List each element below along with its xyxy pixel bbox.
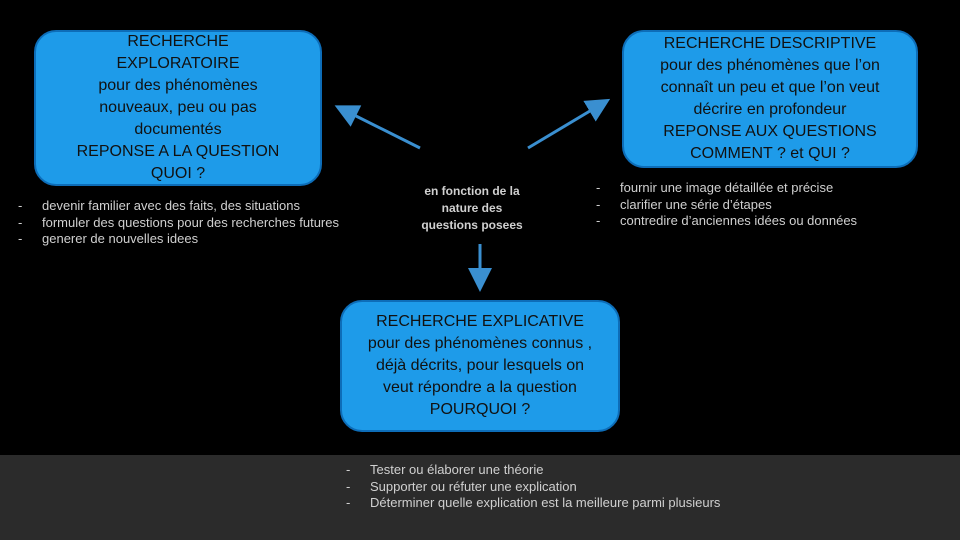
exploratory-line: EXPLORATOIRE	[116, 55, 240, 72]
criteria-note	[402, 183, 542, 234]
arrow-to-exploratory	[340, 108, 420, 148]
dash-marker: -	[596, 213, 601, 228]
exploratory-line: QUOI ?	[150, 165, 206, 182]
list-item	[18, 198, 339, 215]
list-item-text: Supporter ou réfuter une explication	[370, 478, 577, 494]
descriptive-line: REPONSE AUX QUESTIONS	[663, 123, 877, 140]
list-item	[346, 479, 720, 496]
explicative-line: POURQUOI ?	[429, 401, 531, 418]
list-item	[596, 197, 857, 214]
descriptive-line: pour des phénomènes que l’on	[660, 57, 880, 74]
dash-marker: -	[18, 214, 23, 230]
exploratory-line: RECHERCHE	[127, 33, 229, 50]
arrow-to-descriptive	[528, 102, 605, 148]
list-item-text: devenir familier avec des faits, des situations	[42, 198, 300, 213]
dash-marker: -	[346, 495, 351, 510]
descriptive-line: RECHERCHE DESCRIPTIVE	[663, 35, 877, 52]
list-item	[18, 215, 339, 232]
list-item	[18, 231, 339, 248]
dash-marker: -	[346, 478, 351, 494]
dash-marker: -	[346, 462, 351, 477]
explicative-line: déjà décrits, pour lesquels on	[375, 357, 585, 374]
explicative-goals-list	[346, 462, 720, 512]
list-item	[346, 462, 720, 479]
criteria-note-line: nature des	[441, 201, 503, 215]
descriptive-line: COMMENT ? et QUI ?	[690, 145, 850, 162]
descriptive-research-box	[622, 30, 918, 168]
dash-marker: -	[596, 196, 601, 212]
explicative-line: veut répondre a la question	[383, 379, 577, 396]
list-item-text: fournir une image détaillée et précise	[620, 180, 834, 195]
list-item-text: Tester ou élaborer une théorie	[370, 462, 544, 477]
list-item-text: Déterminer quelle explication est la meilleure parmi plusieurs	[370, 495, 721, 510]
list-item	[596, 180, 857, 197]
exploratory-line: documentés	[134, 121, 222, 138]
descriptive-line: décrire en profondeur	[693, 101, 847, 118]
exploratory-line: nouveaux, peu ou pas	[99, 99, 257, 116]
dash-marker: -	[596, 180, 601, 195]
descriptive-goals-list	[596, 180, 857, 230]
descriptive-line: connaît un peu et que l’on veut	[660, 79, 880, 96]
list-item	[346, 495, 720, 512]
list-item-text: contredire d’anciennes idées ou données	[620, 213, 858, 228]
list-item-text: clarifier une série d’étapes	[620, 196, 772, 212]
dash-marker: -	[18, 231, 23, 246]
list-item	[596, 213, 857, 230]
explicative-line: pour des phénomènes connus ,	[367, 335, 593, 352]
dash-marker: -	[18, 198, 23, 213]
exploratory-research-box	[34, 30, 322, 186]
list-item-text: formuler des questions pour des recherches futures	[42, 214, 339, 230]
explicative-line: RECHERCHE EXPLICATIVE	[376, 313, 584, 330]
criteria-note-line: questions posees	[421, 218, 523, 232]
exploratory-goals-list	[18, 198, 339, 248]
list-item-text: generer de nouvelles idees	[42, 231, 199, 246]
explicative-research-box	[340, 300, 620, 432]
criteria-note-line: en fonction de la	[424, 184, 520, 198]
exploratory-line: pour des phénomènes	[98, 77, 258, 94]
exploratory-line: REPONSE A LA QUESTION	[76, 143, 280, 160]
